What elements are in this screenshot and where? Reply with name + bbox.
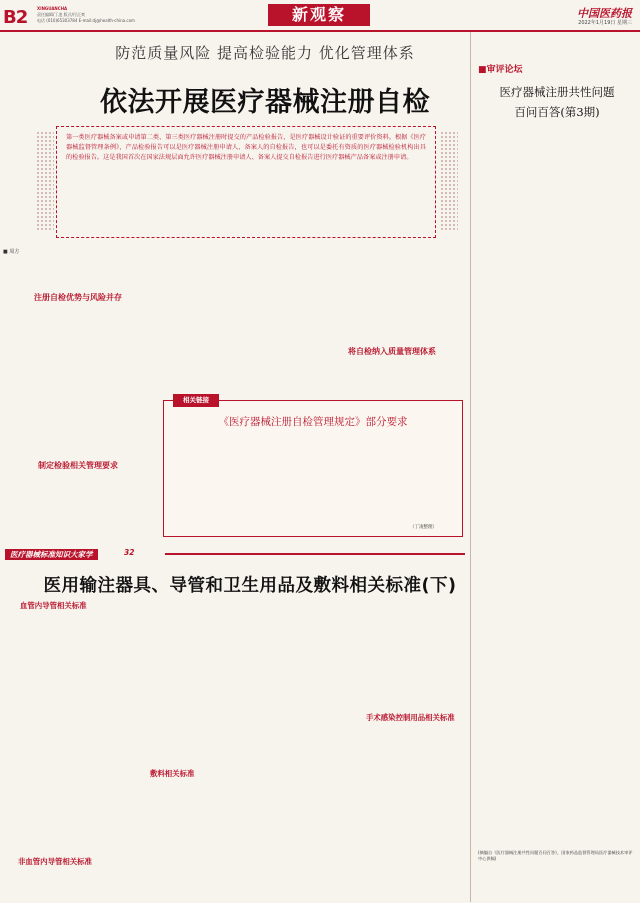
standards-subhead-1: 血管内导管相关标准 — [20, 601, 87, 610]
header-rule — [0, 30, 640, 32]
standards-text — [3, 868, 113, 900]
column-source: (摘编自《医疗器械注册共性问题百问百答》，国家药品监督管理局医疗器械技术审评中心供稿) — [478, 850, 633, 861]
column-separator — [470, 32, 471, 902]
related-text — [316, 430, 456, 526]
column-title-line1: 医疗器械注册共性问题 — [499, 85, 615, 99]
standards-band-label: 医疗器械标准知识大家学 — [5, 549, 98, 560]
body-text — [318, 250, 466, 342]
subhead-3: 将自检纳入质量管理体系 — [348, 347, 436, 356]
page-editors: 责任编辑/丁凌 版式/付正爽 — [37, 12, 85, 17]
standards-text — [3, 612, 113, 850]
dot-pattern-left — [36, 131, 54, 231]
standards-subhead-3: 敷料相关标准 — [150, 769, 195, 778]
standards-text — [358, 600, 466, 708]
qa-body — [478, 128, 636, 846]
subhead-2: 制定检验相关管理要求 — [38, 461, 118, 470]
body-text — [160, 250, 310, 392]
standards-text — [358, 724, 466, 900]
body-text — [3, 256, 153, 288]
article-title: 依法开展医疗器械注册自检 — [100, 87, 430, 118]
related-label: 相关链接 — [173, 394, 219, 407]
subhead-1: 注册自检优势与风险并存 — [34, 293, 122, 302]
page-meta — [37, 6, 135, 24]
column-title-line2: 百问百答(第3期) — [514, 105, 600, 119]
article-kicker: 防范质量风险 提高检验能力 优化管理体系 — [115, 44, 415, 62]
related-text — [170, 430, 310, 534]
page-contact: 电话 (010)65303784 E-mail:dj@health-china.com — [37, 18, 135, 23]
dot-pattern-right — [440, 131, 458, 231]
body-text — [3, 472, 153, 540]
related-title: 《医疗器械注册自检管理规定》部分要求 — [218, 416, 408, 428]
page-number: B2 — [3, 7, 28, 28]
article-lead: 第一类医疗器械备案或申请第二类、第三类医疗器械注册时提交的产品检验报告，是医疗器械设计验证的重要评价资料。根据《医疗器械监督管理条例》，产品检验报告可以是医疗器械注册申请人、备案人的自检报告，也可以是委托有资质的医疗器械检验机构出具的检验报告。这是我国首次在国家法规层面允许医疗器械注册申请人、备案人提交自检报告进行医疗器械产品备案或注册申请。 — [56, 126, 436, 238]
column-title — [478, 82, 636, 122]
standards-band-rule — [165, 553, 465, 555]
page-meta-en: XINGUANCHA — [37, 6, 68, 11]
related-source: （丁凌整理） — [410, 525, 437, 530]
standards-band-issue: 32 — [124, 548, 135, 557]
article-byline: ■ 周方 — [3, 249, 20, 255]
standards-text — [238, 600, 353, 900]
body-text — [318, 358, 466, 388]
standards-subhead-2: 非血管内导管相关标准 — [18, 857, 92, 866]
section-title: 新观察 — [268, 4, 370, 26]
standards-text — [118, 600, 233, 764]
body-text — [3, 304, 153, 454]
newspaper-name: 中国医药报 — [577, 7, 632, 20]
standards-subhead-4: 手术感染控制用品相关标准 — [366, 713, 455, 722]
standards-title: 医用输注器具、导管和卫生用品及敷料相关标准(下) — [43, 576, 457, 596]
page-header — [0, 0, 640, 30]
column-logo: ■审评论坛 — [478, 65, 523, 75]
standards-text — [118, 780, 233, 900]
issue-date: 2022年1月19日 星期三 — [578, 20, 632, 26]
